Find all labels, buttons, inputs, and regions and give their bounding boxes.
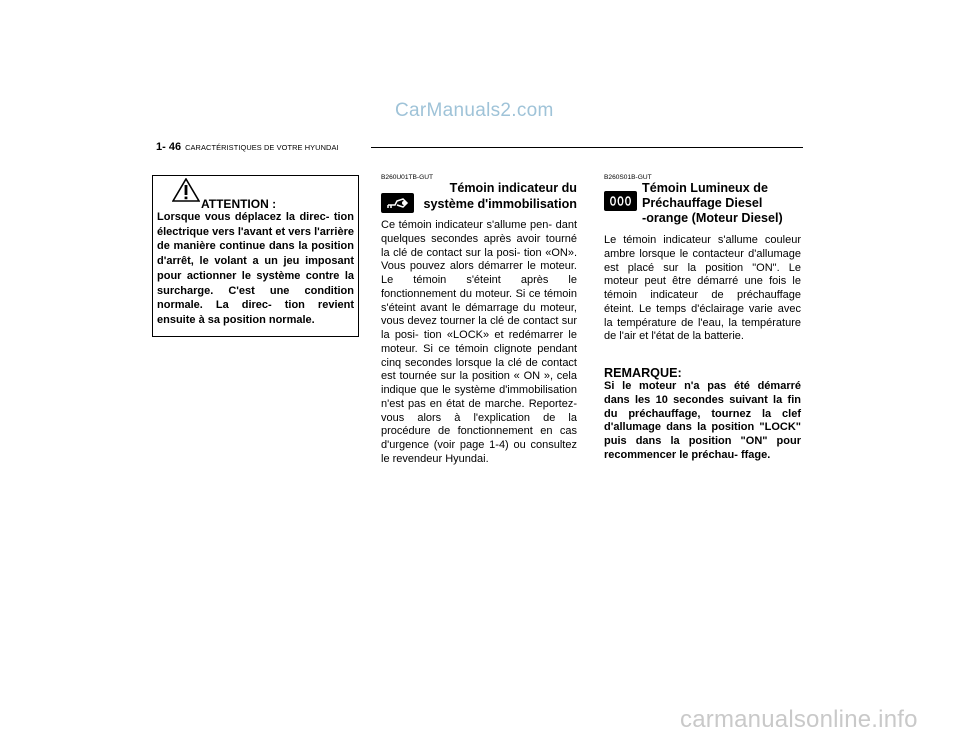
remarque-title: REMARQUE: [604, 366, 682, 380]
chapter-title: CARACTÉRISTIQUES DE VOTRE HYUNDAI [185, 143, 339, 152]
immobiliser-title-line2: système d'immobilisation [423, 197, 577, 211]
warning-box [152, 175, 359, 337]
immobilizer-key-icon [381, 193, 414, 213]
immobiliser-body: Ce témoin indicateur s'allume pen- dant quelques secondes après avoir tourné la clé de contact sur la posi- tion «ON». Vous pouvez alors démarrer le moteur. Le témoin s'éteint après le fonctionnement du moteur. Si ce témoin s'éteint avant le démarrage du moteur, vous devez tourner la clé de contact sur la posi- tion «LOCK» et redémarrer le moteur. Si ce témoin clignote pendant cinq secondes lorsque la clé de contact est tournée sur la position « ON », cela indique que le système d'immobilisation n'est pas en état de marche. Reportez-vous alors à l'explication de la procédure de fonctionnement en cas d'urgence (voir page 1-4) ou consultez le revendeur Hyundai. [381, 219, 577, 465]
warning-body: Lorsque vous déplacez la direc- tion électrique vers l'avant et vers l'arrière de manière continue dans la position d'arrêt, le volant a un jeu imposant pour actionner le système contre la surcharge. C'est une condition normale. La direc- tion revient ensuite à sa position normale. [157, 211, 354, 326]
preheat-title-line2: Préchauffage Diesel [642, 196, 763, 210]
section-code-immobiliser: B260U01TB-GUT [381, 174, 434, 181]
preheat-body: Le témoin indicateur s'allume couleur ambre lorsque le contacteur d'allumage est placé sur la position "ON". Le moteur peut être démarré une fois le témoin indicateur de préchauffage éteint. Le temps d'éclairage varie avec la température de l'eau, la température de l'air et l'état de la batterie. [604, 234, 801, 343]
preheat-title-line1: Témoin Lumineux de [642, 181, 768, 195]
header-rule [371, 147, 803, 148]
remarque-body: Si le moteur n'a pas été démarré dans les 10 secondes suivant la fin du préchauffage, tournez la clef d'allumage dans la position "LOCK" puis dans la position "ON" pour recommencer le préchau- ffage. [604, 380, 801, 461]
glow-plug-icon [604, 191, 637, 211]
watermark-bottom: carmanualsonline.info [680, 706, 918, 733]
page-number: 1- 46 [156, 141, 182, 153]
preheat-title-line3: -orange (Moteur Diesel) [642, 211, 783, 225]
section-code-preheat: B260S01B-GUT [604, 174, 652, 181]
warning-title: ATTENTION : [201, 197, 277, 211]
watermark-top: CarManuals2.com [395, 100, 554, 121]
immobiliser-title-line1: Témoin indicateur du [449, 181, 577, 195]
warning-triangle-icon [172, 178, 200, 202]
page-header [156, 141, 339, 153]
